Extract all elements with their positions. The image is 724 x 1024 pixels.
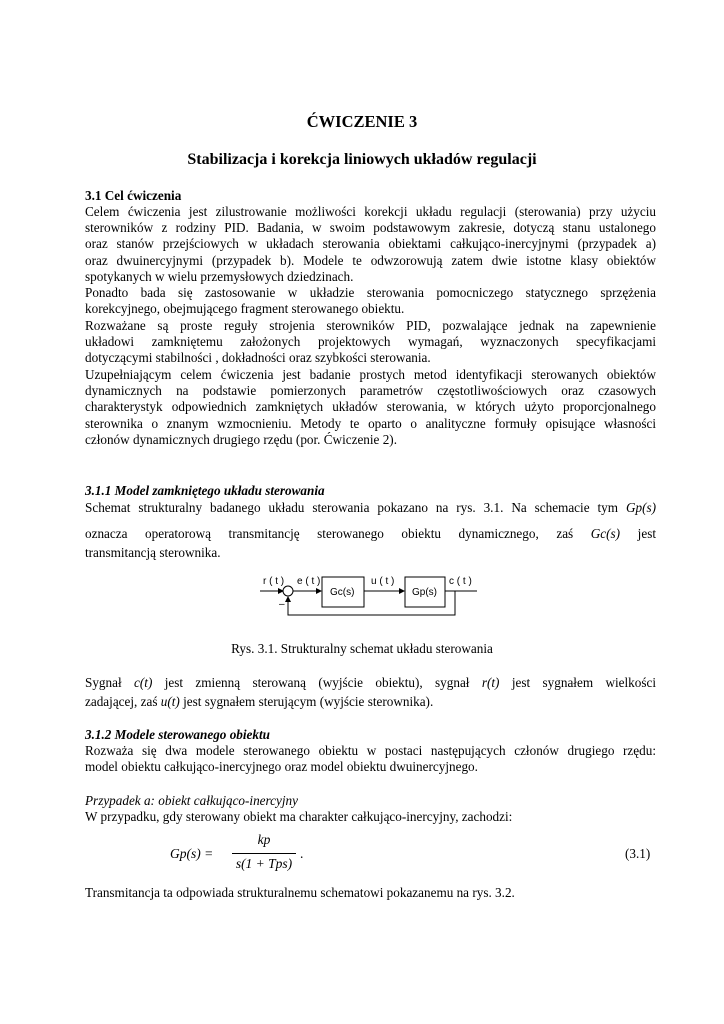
text-span: oznacza operatorową transmitancję sterowanego obiektu dynamicznego, zaś xyxy=(85,526,574,541)
page-subtitle: Stabilizacja i korekcja liniowych układów regulacji xyxy=(187,151,537,168)
text-line xyxy=(85,499,656,524)
block-diagram xyxy=(255,570,485,622)
label-r: r ( t ) xyxy=(263,576,285,587)
text-span: jest zmienną sterowaną (wyjście obiektu), sygnał xyxy=(164,675,470,690)
c-symbol: c(t) xyxy=(134,675,153,690)
equation-lhs: Gp(s) = xyxy=(170,846,214,861)
text-line: Rozważane są proste reguły strojenia sterowników PID, pozwalające jednak na zapewnienie xyxy=(85,318,656,333)
paragraph-models xyxy=(85,743,656,775)
equation-number: (3.1) xyxy=(625,846,651,861)
case-a-text: W przypadku, gdy sterowany obiekt ma charakter całkująco-inercyjny, zachodzi: xyxy=(85,809,513,824)
text-span: Schemat strukturalny badanego układu sterowania pokazano na rys. 3.1. Na schemacie tym xyxy=(85,500,618,515)
text-line: Rozważa się dwa modele sterowanego obiektu w postaci następujących członów drugiego rzędu: xyxy=(85,743,656,758)
text-line: Ponadto bada się zastosowanie w układzie sterowania pomocniczego statycznego sprzężenia xyxy=(85,285,656,300)
paragraph-signals xyxy=(85,675,656,710)
equation-numerator: kp xyxy=(257,832,271,847)
text-line: sterowników z rodziny PID. Badania, w swoim podstawowym zakresie, dotyczą stanu ustalonego xyxy=(85,220,656,236)
label-gc: Gc(s) xyxy=(330,587,355,598)
paragraph-goal-3 xyxy=(85,318,656,367)
case-a-heading: Przypadek a: obiekt całkująco-inercyjny xyxy=(85,793,298,808)
text-line: spotykanych w wielu przemysłowych dziedzinach. xyxy=(85,268,354,284)
equation-denominator: s(1 + Tps) xyxy=(235,856,293,871)
text-line: model obiektu całkująco-inercyjnego oraz model obiektu dwuinercyjnego. xyxy=(85,759,478,775)
text-span: Sygnał xyxy=(85,675,122,690)
text-line xyxy=(85,524,656,544)
paragraph-model xyxy=(85,499,656,560)
text-line: Celem ćwiczenia jest zilustrowanie możliwości korekcji układu regulacji (sterowania) przy użyciu xyxy=(85,204,656,219)
text-line: oraz dwuinercyjnymi (przypadek b). Modele te odwzorowują zatem dwie istotne klasy obiektów xyxy=(85,252,656,268)
label-gp: Gp(s) xyxy=(412,587,437,598)
section-heading-3-1-2: 3.1.2 Modele sterowanego obiektu xyxy=(85,727,270,742)
text-line: członów dynamicznych drugiego rzędu (por. Ćwiczenie 2). xyxy=(85,431,397,447)
u-symbol: u(t) xyxy=(160,694,180,709)
r-symbol: r(t) xyxy=(481,675,500,690)
text-line: korekcyjnego, obejmującego fragment sterowanego obiektu. xyxy=(85,301,405,317)
text-line: układowi zamkniętemu założonych projektowych wymagań, wyznaczonych specyfikacjami xyxy=(85,334,656,350)
label-u: u ( t ) xyxy=(371,576,395,587)
label-c: c ( t ) xyxy=(449,576,472,587)
paragraph-goal-1 xyxy=(85,204,656,285)
label-minus: – xyxy=(279,599,285,610)
chapter-title: ĆWICZENIE 3 xyxy=(306,112,418,131)
label-e: e ( t ) xyxy=(297,576,321,587)
section-heading-3-1: 3.1 Cel ćwiczenia xyxy=(85,188,182,203)
fraction-bar xyxy=(232,853,296,854)
text-line: oraz stanów przejściowych w układach sterowania obiektami całkująco-inercyjnymi (przypadek a) xyxy=(85,236,656,252)
text-line: charakterystyk odpowiednich zamkniętych układów sterowania, w których użyto proporcjonalnego xyxy=(85,399,656,415)
text-line xyxy=(85,694,656,710)
gp-symbol: Gp(s) xyxy=(625,500,656,515)
summing-junction xyxy=(283,586,293,596)
paragraph-goal-2 xyxy=(85,285,656,317)
figure-caption: Rys. 3.1. Strukturalny schemat układu sterowania xyxy=(231,641,493,656)
text-span: jest sygnałem sterującym (wyjście sterownika). xyxy=(183,694,434,709)
text-line: transmitancją sterownika. xyxy=(85,545,221,560)
gc-symbol: Gc(s) xyxy=(590,526,621,541)
text-line: dynamicznych na podstawie pomierzonych parametrów częstotliwościowych oraz czasowych xyxy=(85,383,656,399)
section-heading-3-1-1: 3.1.1 Model zamkniętego układu sterowania xyxy=(85,483,325,498)
text-line xyxy=(85,675,656,694)
equation-tail: . xyxy=(300,846,304,861)
text-span: jest sygnałem wielkości xyxy=(511,675,657,690)
paragraph-goal-4 xyxy=(85,367,656,448)
text-span: zadającej, zaś xyxy=(85,694,158,709)
text-line: dotyczącymi stabilności , dokładności oraz szybkości sterowania. xyxy=(85,350,431,366)
text-line: sterownika o znanym wzmocnieniu. Metody te oparto o analityczne formuły opisujące własności xyxy=(85,415,656,431)
text-line: Uzupełniającym celem ćwiczenia jest badanie prostych metod identyfikacji sterowanych obiektów xyxy=(85,367,656,382)
text-span: jest xyxy=(637,526,656,541)
final-sentence: Transmitancja ta odpowiada strukturalnemu schematowi pokazanemu na rys. 3.2. xyxy=(85,885,515,900)
